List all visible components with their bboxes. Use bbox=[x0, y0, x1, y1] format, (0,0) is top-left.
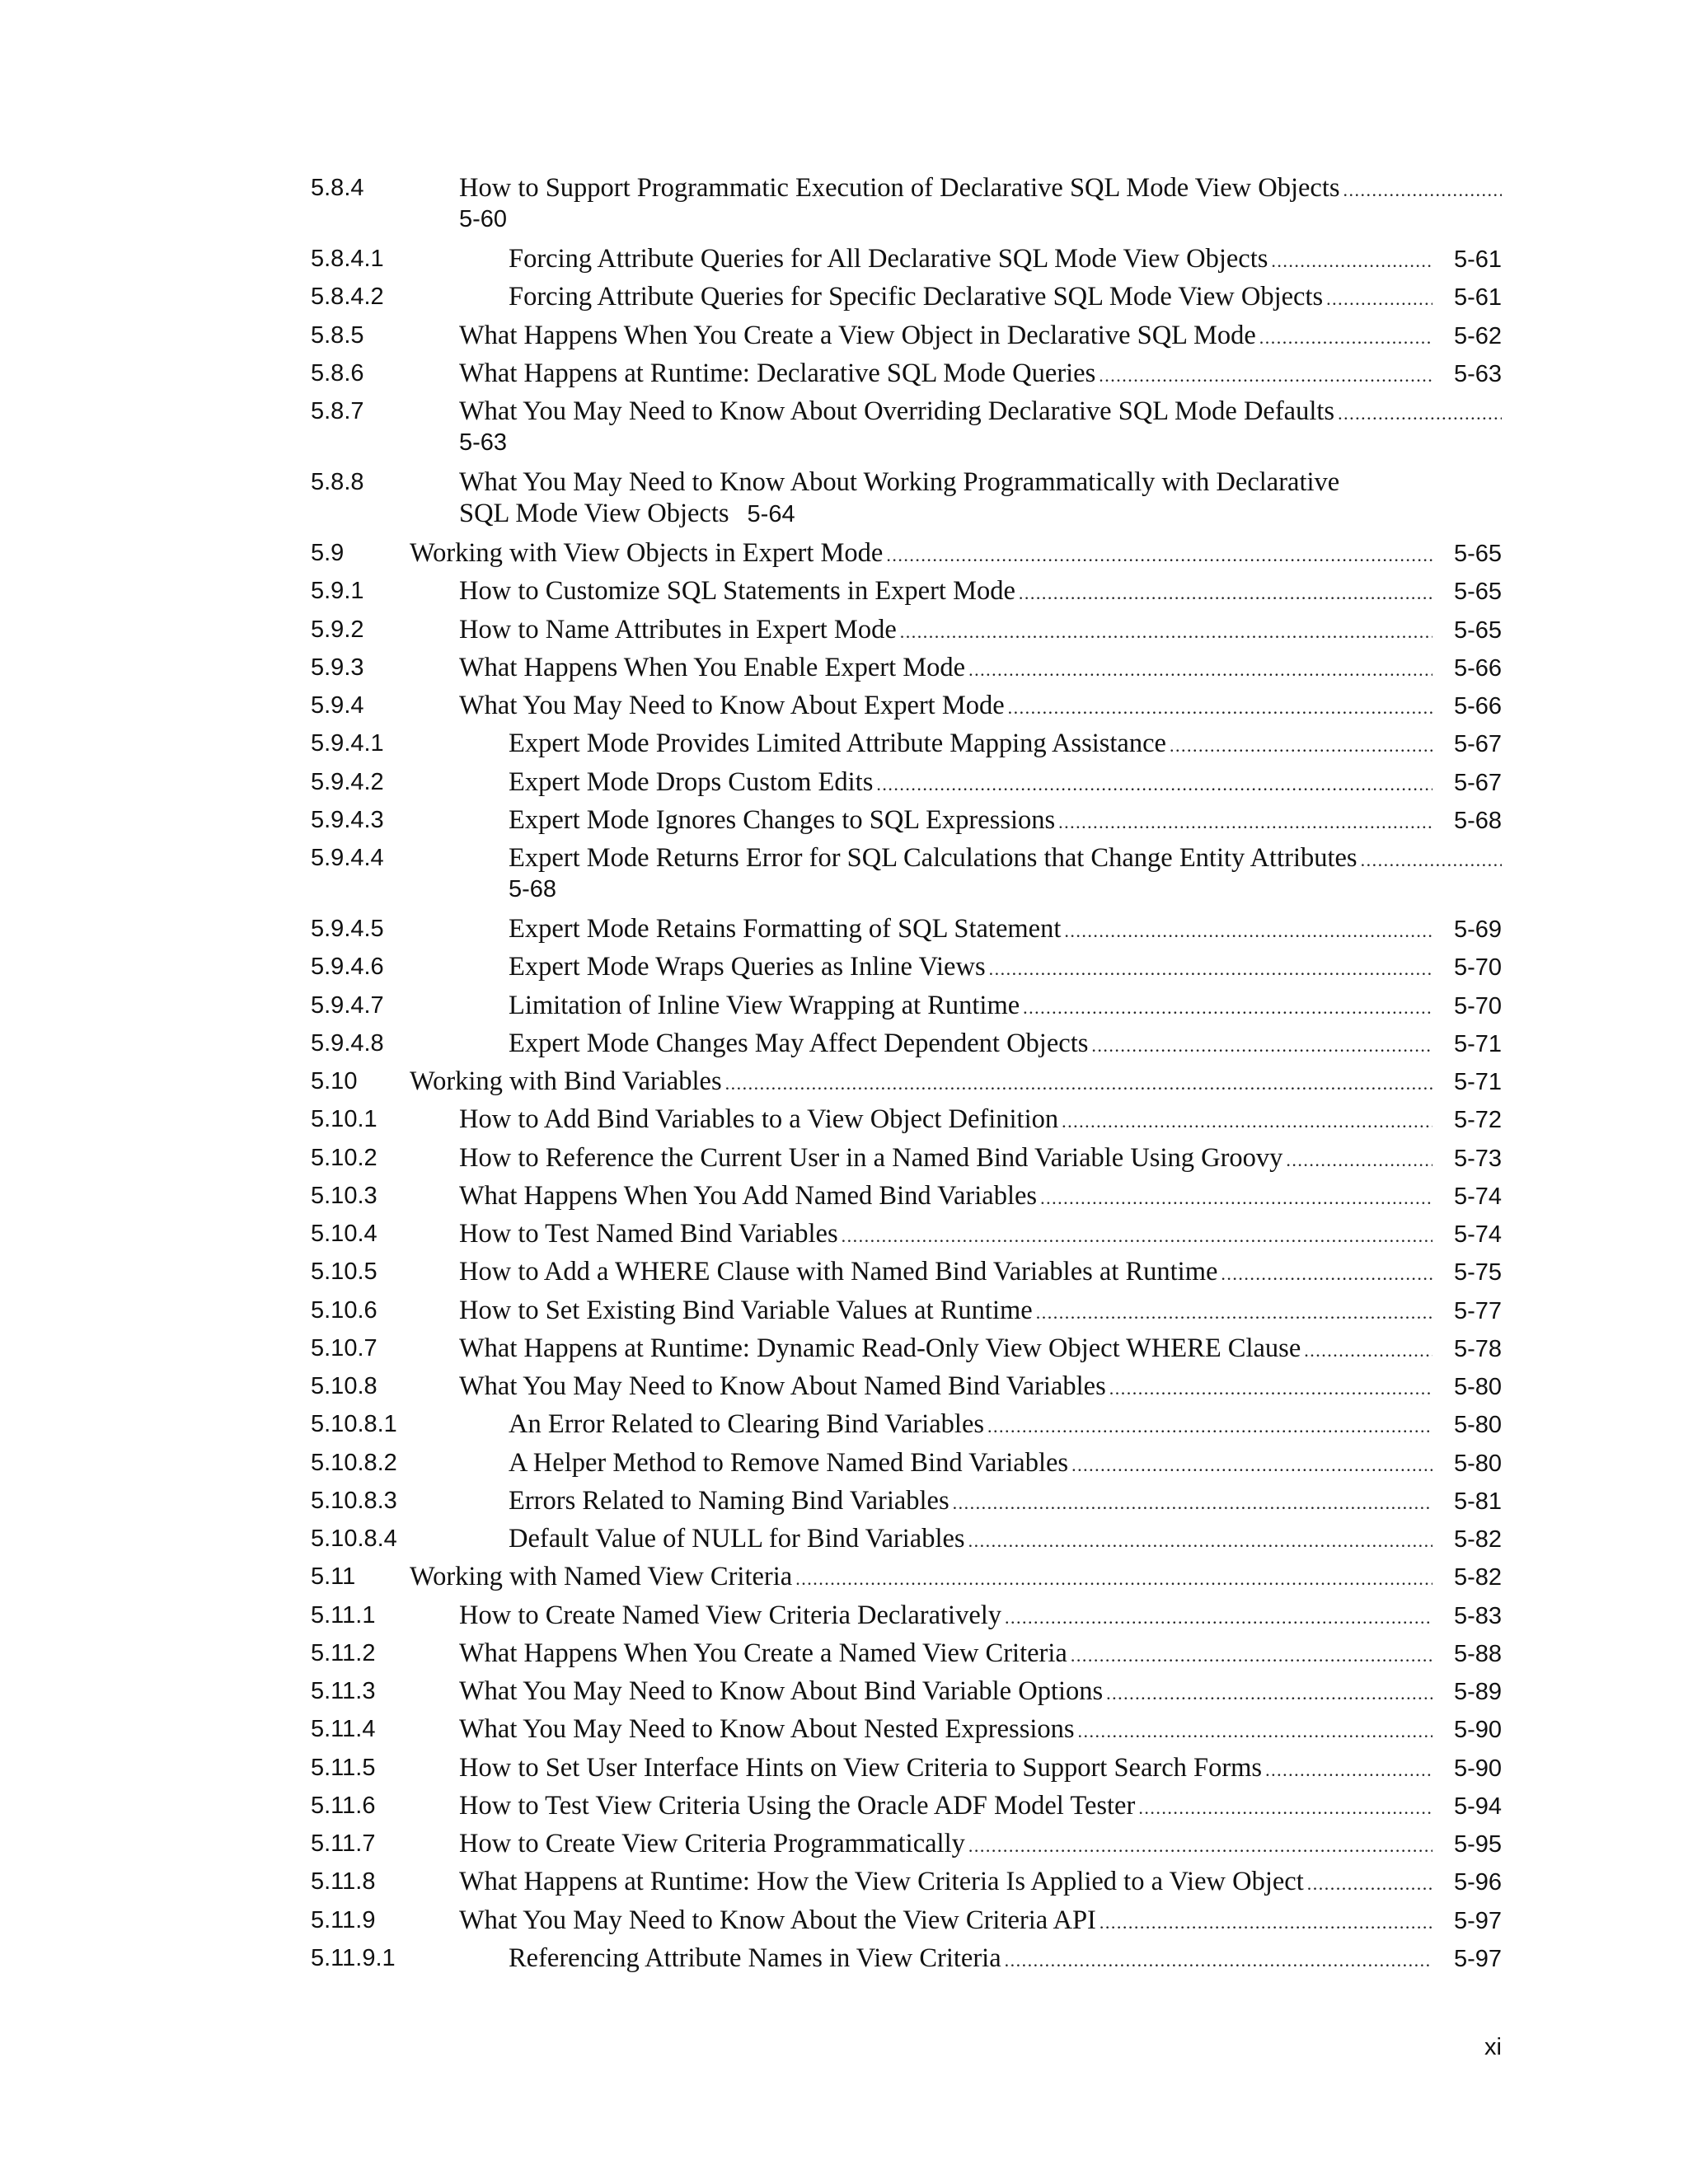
toc-row bbox=[459, 574, 1502, 607]
toc-row bbox=[459, 1179, 1502, 1212]
page-reference: 5-73 bbox=[1453, 1145, 1502, 1172]
toc-row bbox=[459, 1827, 1502, 1860]
section-number: 5.8.8 bbox=[311, 469, 364, 495]
section-number: 5.11.4 bbox=[311, 1716, 376, 1743]
section-number: 5.11 bbox=[311, 1563, 356, 1591]
page-reference: 5-72 bbox=[1453, 1107, 1502, 1134]
toc-entry[interactable] bbox=[311, 1027, 1502, 1065]
toc-entry[interactable] bbox=[311, 357, 1502, 395]
dot-leader bbox=[900, 616, 1432, 649]
section-number: 5.10.3 bbox=[311, 1182, 377, 1209]
dot-leader bbox=[987, 1410, 1432, 1443]
section-title: What You May Need to Know About Bind Variable Options bbox=[459, 1676, 1104, 1706]
page-reference: 5-90 bbox=[1453, 1755, 1502, 1782]
toc-entry[interactable] bbox=[311, 242, 1502, 280]
toc-row bbox=[509, 950, 1502, 983]
section-title: What You May Need to Know About Named Bind Variables bbox=[459, 1371, 1106, 1401]
page-reference: 5-90 bbox=[1453, 1717, 1502, 1744]
section-number: 5.9.4.2 bbox=[311, 768, 384, 795]
toc-entry[interactable] bbox=[311, 1217, 1502, 1255]
page-reference: 5-74 bbox=[1453, 1221, 1502, 1248]
page-reference: 5-63 bbox=[459, 429, 508, 456]
section-title: Forcing Attribute Queries for All Declarative SQL Mode View Objects bbox=[509, 244, 1268, 274]
dot-leader bbox=[1023, 991, 1432, 1024]
toc-entry[interactable] bbox=[311, 171, 1502, 242]
dot-leader bbox=[1265, 1754, 1432, 1787]
toc-row bbox=[410, 1065, 1502, 1098]
toc-entry[interactable] bbox=[311, 841, 1502, 912]
toc-entry[interactable] bbox=[311, 395, 1502, 466]
section-title: How to Add a WHERE Clause with Named Bind Variables at Runtime bbox=[459, 1257, 1218, 1287]
dot-leader bbox=[876, 768, 1432, 801]
page-number-footer: xi bbox=[1484, 2034, 1502, 2060]
toc-entry[interactable] bbox=[311, 1141, 1502, 1179]
page-reference: 5-80 bbox=[1453, 1374, 1502, 1400]
toc-row bbox=[459, 1332, 1502, 1365]
toc-row bbox=[459, 1599, 1502, 1632]
section-title: How to Test Named Bind Variables bbox=[459, 1219, 838, 1249]
dot-leader bbox=[1099, 359, 1432, 392]
section-title: Limitation of Inline View Wrapping at Runtime bbox=[509, 990, 1020, 1020]
page-reference: 5-89 bbox=[1453, 1679, 1502, 1705]
dot-leader bbox=[1064, 915, 1432, 948]
page-reference: 5-68 bbox=[509, 876, 557, 902]
section-title: How to Set User Interface Hints on View Criteria to Support Search Forms bbox=[459, 1752, 1263, 1783]
dot-leader bbox=[1138, 1792, 1432, 1825]
toc-row bbox=[459, 1789, 1502, 1822]
section-number: 5.11.7 bbox=[311, 1830, 376, 1857]
toc-row bbox=[459, 1255, 1502, 1288]
dot-leader bbox=[968, 1830, 1432, 1863]
page-reference: 5-80 bbox=[1453, 1450, 1502, 1477]
toc-entry[interactable] bbox=[311, 1942, 1502, 1980]
section-title: How to Create View Criteria Programmatically bbox=[459, 1829, 965, 1858]
section-title: Expert Mode Changes May Affect Dependent Objects bbox=[509, 1028, 1089, 1058]
dot-leader bbox=[1100, 1906, 1432, 1939]
page-reference: 5-97 bbox=[1453, 1945, 1502, 1972]
toc-row bbox=[459, 1904, 1502, 1937]
dot-leader bbox=[1221, 1258, 1432, 1291]
page-reference: 5-62 bbox=[1453, 322, 1502, 349]
section-number: 5.11.8 bbox=[311, 1868, 376, 1896]
page-reference: 5-66 bbox=[1453, 693, 1502, 719]
toc-row bbox=[459, 651, 1502, 684]
toc-entry[interactable] bbox=[311, 689, 1502, 727]
page-reference: 5-74 bbox=[1453, 1183, 1502, 1210]
page-reference: 5-61 bbox=[1453, 246, 1502, 273]
section-title: Default Value of NULL for Bind Variables bbox=[509, 1524, 965, 1554]
section-number: 5.8.6 bbox=[311, 359, 364, 387]
section-number: 5.8.4 bbox=[311, 175, 364, 201]
page-reference: 5-66 bbox=[1453, 654, 1502, 682]
page-reference: 5-88 bbox=[1453, 1640, 1502, 1667]
toc-row bbox=[509, 1408, 1502, 1441]
page-reference: 5-75 bbox=[1453, 1259, 1502, 1286]
dot-leader bbox=[1071, 1639, 1432, 1672]
section-number: 5.11.3 bbox=[311, 1678, 376, 1704]
page-reference: 5-83 bbox=[1453, 1602, 1502, 1629]
dot-leader bbox=[1286, 1144, 1432, 1177]
toc-entry[interactable] bbox=[311, 1789, 1502, 1827]
toc-row bbox=[509, 1484, 1502, 1517]
dot-leader bbox=[1326, 283, 1432, 316]
toc-row bbox=[459, 1713, 1502, 1746]
section-number: 5.11.2 bbox=[311, 1639, 376, 1666]
toc-row bbox=[509, 727, 1502, 760]
toc-entry[interactable] bbox=[311, 1713, 1502, 1750]
section-number: 5.10.8.4 bbox=[311, 1526, 397, 1552]
section-number: 5.11.5 bbox=[311, 1754, 376, 1781]
toc-row bbox=[410, 1560, 1502, 1593]
section-title: What Happens at Runtime: How the View Criteria Is Applied to a View Object bbox=[459, 1867, 1304, 1897]
section-number: 5.9.4 bbox=[311, 692, 364, 719]
dot-leader bbox=[1078, 1715, 1432, 1748]
section-title: Expert Mode Returns Error for SQL Calculations that Change Entity Attributes bbox=[509, 843, 1357, 873]
toc-entry[interactable] bbox=[311, 574, 1502, 612]
section-number: 5.10 bbox=[311, 1068, 358, 1094]
toc-entry[interactable] bbox=[311, 1446, 1502, 1484]
toc-entry[interactable] bbox=[311, 989, 1502, 1027]
section-title: Referencing Attribute Names in View Criteria bbox=[509, 1943, 1001, 1973]
dot-leader bbox=[1062, 1105, 1432, 1138]
section-title-line2: SQL Mode View Objects bbox=[459, 499, 729, 528]
section-number: 5.9.4.4 bbox=[311, 845, 384, 871]
toc-row bbox=[410, 537, 1502, 569]
section-number: 5.10.8.3 bbox=[311, 1487, 397, 1514]
toc-row bbox=[509, 280, 1502, 313]
toc-entry[interactable] bbox=[311, 1370, 1502, 1408]
section-title: What Happens When You Create a Named View Criteria bbox=[459, 1638, 1067, 1668]
page-reference: 5-65 bbox=[1453, 616, 1502, 644]
section-title: How to Set Existing Bind Variable Values at Runtime bbox=[459, 1295, 1033, 1325]
page-reference: 5-69 bbox=[1453, 916, 1502, 943]
toc-row bbox=[459, 689, 1502, 722]
toc-entry[interactable] bbox=[311, 1332, 1502, 1370]
section-title: Expert Mode Wraps Queries as Inline Views bbox=[509, 952, 986, 982]
section-title: How to Support Programmatic Execution of Declarative SQL Mode View Objects bbox=[459, 173, 1340, 203]
toc-entry[interactable] bbox=[311, 1904, 1502, 1942]
page-reference: 5-64 bbox=[747, 501, 795, 527]
section-title: How to Test View Criteria Using the Oracle ADF Model Tester bbox=[459, 1790, 1136, 1821]
section-title: What Happens When You Enable Expert Mode bbox=[459, 652, 966, 682]
page-reference: 5-97 bbox=[1453, 1907, 1502, 1934]
toc-row bbox=[509, 989, 1502, 1022]
toc-row bbox=[459, 1370, 1502, 1403]
section-title: How to Add Bind Variables to a View Object Definition bbox=[459, 1104, 1059, 1135]
toc-entry[interactable] bbox=[311, 651, 1502, 689]
toc-entry[interactable] bbox=[311, 804, 1502, 841]
toc-entry[interactable] bbox=[311, 1675, 1502, 1713]
section-title: What You May Need to Know About Overriding Declarative SQL Mode Defaults bbox=[459, 396, 1335, 426]
section-title: What Happens at Runtime: Dynamic Read-Only View Object WHERE Clause bbox=[459, 1333, 1301, 1363]
page-reference: 5-68 bbox=[1453, 807, 1502, 834]
dot-leader bbox=[1307, 1868, 1432, 1900]
section-title: Expert Mode Ignores Changes to SQL Expressions bbox=[509, 804, 1056, 835]
dot-leader bbox=[1361, 844, 1502, 877]
section-title-continued bbox=[459, 497, 795, 531]
section-title: Errors Related to Naming Bind Variables bbox=[509, 1485, 950, 1516]
dot-leader bbox=[1005, 1944, 1432, 1977]
dot-leader bbox=[886, 539, 1432, 572]
toc-entry[interactable] bbox=[311, 1751, 1502, 1789]
toc-entry[interactable] bbox=[311, 613, 1502, 651]
dot-leader bbox=[795, 1563, 1432, 1596]
toc-entry[interactable] bbox=[311, 1599, 1502, 1637]
toc-entry[interactable] bbox=[311, 319, 1502, 357]
toc-entry[interactable] bbox=[311, 1827, 1502, 1865]
toc-row bbox=[459, 319, 1502, 352]
toc-row bbox=[459, 1675, 1502, 1708]
page-reference: 5-61 bbox=[1453, 284, 1502, 312]
toc-row bbox=[459, 357, 1502, 390]
toc-entry[interactable] bbox=[311, 280, 1502, 318]
toc-entry[interactable] bbox=[311, 727, 1502, 765]
page-reference: 5-77 bbox=[1453, 1297, 1502, 1324]
section-number: 5.9.4.5 bbox=[311, 916, 384, 942]
section-number: 5.10.8 bbox=[311, 1373, 377, 1399]
toc-entry[interactable] bbox=[311, 537, 1502, 574]
page-reference: 5-95 bbox=[1453, 1831, 1502, 1858]
dot-leader bbox=[1008, 691, 1432, 724]
dot-leader bbox=[842, 1220, 1432, 1253]
section-number: 5.11.9 bbox=[311, 1906, 376, 1933]
toc-row bbox=[509, 1942, 1502, 1975]
toc-entry[interactable] bbox=[311, 1865, 1502, 1903]
dot-leader bbox=[1058, 806, 1432, 839]
section-title: What Happens When You Add Named Bind Variables bbox=[459, 1180, 1038, 1211]
section-number: 5.10.8.2 bbox=[311, 1449, 397, 1476]
section-number: 5.10.2 bbox=[311, 1144, 377, 1171]
dot-leader bbox=[1170, 729, 1432, 762]
toc-entry[interactable] bbox=[311, 1065, 1502, 1103]
toc-row bbox=[459, 1294, 1502, 1327]
section-title: How to Name Attributes in Expert Mode bbox=[459, 614, 897, 644]
section-number: 5.10.7 bbox=[311, 1334, 377, 1361]
section-title: Working with View Objects in Expert Mode bbox=[410, 538, 884, 568]
dot-leader bbox=[953, 1487, 1432, 1520]
toc-row bbox=[459, 1103, 1502, 1136]
section-title: What Happens at Runtime: Declarative SQL Mode Queries bbox=[459, 358, 1096, 388]
toc-entry[interactable] bbox=[311, 1637, 1502, 1675]
section-title: Expert Mode Drops Custom Edits bbox=[509, 766, 874, 797]
section-number: 5.8.5 bbox=[311, 321, 364, 349]
section-title: How to Create Named View Criteria Declaratively bbox=[459, 1600, 1002, 1630]
page-reference: 5-71 bbox=[1453, 1030, 1502, 1057]
dot-leader bbox=[1304, 1334, 1432, 1367]
dot-leader bbox=[968, 654, 1432, 687]
toc-row bbox=[459, 1637, 1502, 1670]
page-reference: 5-70 bbox=[1453, 954, 1502, 982]
section-number: 5.11.6 bbox=[311, 1792, 376, 1819]
dot-leader bbox=[1019, 577, 1432, 610]
toc-row bbox=[509, 1522, 1502, 1555]
section-title: Expert Mode Retains Formatting of SQL Statement bbox=[509, 914, 1062, 944]
section-number: 5.8.7 bbox=[311, 398, 364, 424]
section-title: Forcing Attribute Queries for Specific Declarative SQL Mode View Objects bbox=[509, 282, 1324, 312]
section-title: What You May Need to Know About Working Programmatically with Declarative bbox=[459, 467, 1340, 497]
page-reference: 5-67 bbox=[1453, 769, 1502, 796]
toc-entry[interactable] bbox=[311, 1408, 1502, 1446]
section-title: How to Reference the Current User in a Named Bind Variable Using Groovy bbox=[459, 1142, 1283, 1173]
section-title: A Helper Method to Remove Named Bind Variables bbox=[509, 1447, 1069, 1478]
dot-leader bbox=[1036, 1296, 1432, 1329]
toc-row bbox=[459, 1217, 1502, 1250]
toc-entry[interactable] bbox=[311, 1103, 1502, 1141]
toc-entry[interactable] bbox=[311, 1179, 1502, 1217]
toc-entry[interactable] bbox=[311, 1294, 1502, 1332]
dot-leader bbox=[1343, 174, 1502, 207]
section-number: 5.9.4.1 bbox=[311, 730, 384, 757]
dot-leader bbox=[1091, 1029, 1432, 1062]
section-number: 5.9.1 bbox=[311, 578, 364, 605]
toc-row bbox=[459, 1865, 1502, 1898]
toc-row bbox=[509, 841, 1502, 874]
section-number: 5.8.4.2 bbox=[311, 284, 384, 311]
section-number: 5.10.6 bbox=[311, 1296, 377, 1324]
dot-leader bbox=[968, 1525, 1432, 1558]
section-number: 5.9.2 bbox=[311, 616, 364, 643]
section-title: What You May Need to Know About Expert Mode bbox=[459, 691, 1005, 720]
page-reference: 5-82 bbox=[1453, 1526, 1502, 1553]
page-reference: 5-81 bbox=[1453, 1488, 1502, 1515]
page-reference: 5-80 bbox=[1453, 1412, 1502, 1439]
toc-row bbox=[459, 613, 1502, 646]
dot-leader bbox=[1005, 1601, 1432, 1634]
page-reference: 5-96 bbox=[1453, 1869, 1502, 1896]
toc-entry[interactable] bbox=[311, 1484, 1502, 1522]
dot-leader bbox=[1040, 1182, 1432, 1215]
section-title: What You May Need to Know About Nested Expressions bbox=[459, 1714, 1075, 1745]
section-number: 5.9.4.6 bbox=[311, 954, 384, 981]
section-number: 5.10.4 bbox=[311, 1221, 377, 1247]
section-title: How to Customize SQL Statements in Expert Mode bbox=[459, 576, 1015, 607]
toc-entry[interactable] bbox=[311, 950, 1502, 988]
table-of-contents bbox=[311, 171, 1502, 1980]
page-reference: 5-60 bbox=[459, 206, 508, 232]
page-reference: 5-70 bbox=[1453, 992, 1502, 1019]
toc-entry[interactable] bbox=[311, 1522, 1502, 1560]
page-reference: 5-78 bbox=[1453, 1335, 1502, 1362]
page-reference: 5-65 bbox=[1453, 541, 1502, 567]
toc-entry[interactable] bbox=[311, 1255, 1502, 1293]
page-reference: 5-63 bbox=[1453, 360, 1502, 387]
dot-leader bbox=[1071, 1449, 1432, 1482]
section-number: 5.10.8.1 bbox=[311, 1411, 397, 1438]
section-number: 5.9.4.3 bbox=[311, 806, 384, 833]
section-number: 5.9 bbox=[311, 540, 345, 566]
page-reference: 5-82 bbox=[1453, 1564, 1502, 1591]
section-number: 5.9.4.7 bbox=[311, 991, 384, 1019]
page-reference: 5-67 bbox=[1453, 731, 1502, 758]
toc-row bbox=[509, 1446, 1502, 1479]
section-number: 5.9.4.8 bbox=[311, 1029, 384, 1057]
dot-leader bbox=[989, 953, 1432, 986]
toc-row bbox=[509, 242, 1502, 275]
dot-leader bbox=[1259, 321, 1432, 354]
toc-entry[interactable] bbox=[311, 1560, 1502, 1598]
section-number: 5.9.3 bbox=[311, 654, 364, 681]
dot-leader bbox=[725, 1067, 1432, 1100]
toc-entry[interactable] bbox=[311, 912, 1502, 950]
toc-row bbox=[509, 804, 1502, 837]
toc-row bbox=[509, 1027, 1502, 1060]
toc-row bbox=[459, 1141, 1502, 1174]
section-number: 5.11.1 bbox=[311, 1601, 376, 1629]
toc-row bbox=[509, 912, 1502, 945]
section-title: An Error Related to Clearing Bind Variables bbox=[509, 1409, 985, 1440]
section-number: 5.11.9.1 bbox=[311, 1944, 396, 1971]
dot-leader bbox=[1271, 245, 1432, 278]
dot-leader bbox=[1106, 1677, 1432, 1710]
dot-leader bbox=[1338, 397, 1502, 430]
section-title: What Happens When You Create a View Object in Declarative SQL Mode bbox=[459, 320, 1256, 350]
section-title: Working with Bind Variables bbox=[410, 1066, 722, 1096]
section-number: 5.8.4.1 bbox=[311, 246, 384, 272]
toc-entry[interactable] bbox=[311, 466, 1502, 537]
page-reference: 5-71 bbox=[1453, 1069, 1502, 1095]
toc-row bbox=[509, 766, 1502, 799]
dot-leader bbox=[1109, 1372, 1432, 1405]
section-number: 5.10.5 bbox=[311, 1258, 377, 1286]
page-reference: 5-65 bbox=[1453, 579, 1502, 606]
toc-row bbox=[459, 171, 1502, 204]
section-number: 5.10.1 bbox=[311, 1106, 377, 1133]
toc-entry[interactable] bbox=[311, 766, 1502, 804]
toc-row bbox=[459, 1751, 1502, 1784]
section-title: What You May Need to Know About the View Criteria API bbox=[459, 1905, 1096, 1935]
section-title: Working with Named View Criteria bbox=[410, 1562, 793, 1592]
page-reference: 5-94 bbox=[1453, 1793, 1502, 1820]
section-title: Expert Mode Provides Limited Attribute Mapping Assistance bbox=[509, 729, 1166, 759]
toc-row bbox=[459, 395, 1502, 428]
